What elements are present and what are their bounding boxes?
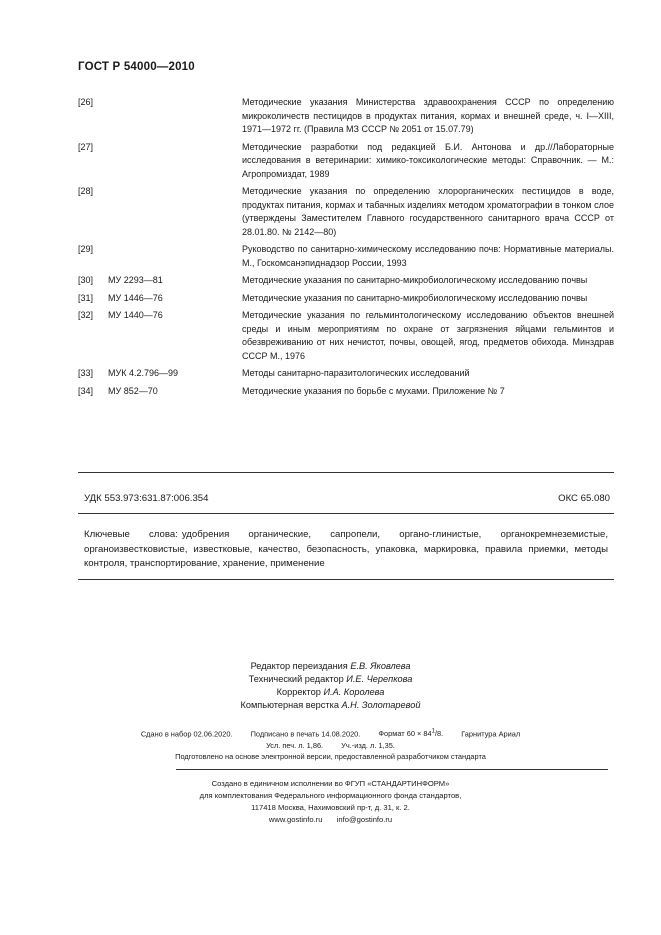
reference-code (108, 243, 242, 270)
reference-item (78, 185, 614, 239)
reference-item (78, 141, 614, 182)
oks-code: ОКС 65.080 (558, 493, 610, 504)
credit-line (0, 660, 661, 673)
reference-code: МУ 1446—76 (108, 292, 163, 303)
editorial-credits (0, 660, 661, 712)
reference-item (78, 309, 614, 363)
reference-item (78, 367, 614, 381)
udk-code: УДК 553.973:631.87:006.354 (84, 493, 209, 504)
print-info (0, 727, 661, 763)
print-sheets: Усл. печ. л. 1,86. (266, 740, 324, 750)
reference-code: МУ 852—70 (108, 385, 158, 396)
reference-list (78, 96, 614, 402)
reference-code (108, 185, 242, 239)
reference-code: МУ 1440—76 (108, 310, 163, 320)
reference-code (108, 141, 242, 182)
reference-text: Методы санитарно-паразитологических исследований (242, 368, 470, 378)
publisher-line-2: для комплектования Федерального информационного фонда стандартов, (199, 791, 462, 800)
reference-text: Методические указания по определению хлорорганических пестицидов в воде, продуктах питания, кормах и табачных изделиях методом хроматографии в тонком слое (утверждены Заместителем Главного государственного санитарного врача СССР от 28.01.80. № 2142—80) (242, 186, 614, 237)
print-signed: Подписано в печать 14.08.2020. (250, 729, 361, 739)
reference-number: [26] (78, 97, 94, 107)
divider-top (78, 472, 614, 473)
reference-code: МУК 4.2.796—99 (108, 368, 178, 378)
reference-text: Руководство по санитарно-химическому исследованию почв: Нормативные материалы. М., Госкомсанэпиднадзор России, 1993 (242, 244, 614, 268)
reference-item (78, 274, 614, 288)
document-header: ГОСТ Р 54000—2010 (78, 61, 195, 73)
reference-number: [29] (78, 244, 94, 254)
print-edsheets: Уч.-изд. л. 1,35. (341, 740, 395, 750)
reference-item (78, 243, 614, 270)
reference-number: [34] (78, 385, 94, 396)
credit-role: Технический редактор (248, 674, 344, 684)
reference-item (78, 385, 614, 399)
print-prepared: Подготовлено на основе электронной версии, предоставленной разработчиком стандарта (175, 752, 486, 762)
reference-item (78, 292, 614, 306)
reference-number: [31] (78, 292, 94, 303)
print-sent: Сдано в набор 02.06.2020. (140, 729, 233, 739)
reference-text: Методические указания по борьбе с мухами. Приложение № 7 (242, 385, 505, 396)
publisher-line-1: Создано в единичном исполнении во ФГУП «СТАНДАРТИНФОРМ» (211, 779, 450, 788)
reference-number: [28] (78, 186, 94, 196)
reference-item (78, 96, 614, 137)
publisher-site-link[interactable]: www.gostinfo.ru (268, 815, 323, 824)
reference-number: [33] (78, 368, 94, 378)
divider-publisher (176, 769, 608, 770)
publisher-address: 117418 Москва, Нахимовский пр-т, д. 31, к. 2. (251, 803, 410, 812)
print-line-2 (0, 740, 661, 752)
reference-code (108, 96, 242, 137)
publisher-info (0, 778, 661, 826)
credit-name: И.Е. Черепкова (346, 674, 413, 684)
credit-role: Корректор (276, 687, 321, 697)
publisher-email-link[interactable]: info@gostinfo.ru (336, 815, 393, 824)
divider-bottom (78, 579, 614, 580)
reference-number: [27] (78, 141, 94, 152)
keywords-block (84, 528, 608, 572)
publisher-contacts (0, 814, 661, 826)
divider-middle (78, 513, 614, 514)
credit-role: Редактор переиздания (250, 661, 348, 671)
credit-name: И.А. Королева (323, 687, 385, 697)
reference-text: Методические указания по санитарно-микробиологическому исследованию почвы (242, 292, 588, 303)
print-format: Формат $60 \times 84^1/8$. (378, 729, 444, 739)
credit-line (0, 686, 661, 699)
credit-role: Компьютерная верстка (240, 700, 339, 710)
credit-line (0, 699, 661, 712)
reference-text: Методические указания по гельминтологическому исследованию объектов внешней среды и иным мероприятиям по охране от загрязнения яйцами гельминтов и обезвреживанию от них нечистот, почвы, овощей, ягод, предметов обихода. Минздрав СССР М., 1976 (242, 310, 614, 361)
keywords-text: удобрения органические, сапропели, органо-глинистые, органокремнеземистые, органоизвестковистые, известковые, качество, безопасность, упаковка, маркировка, правила приемки, методы контроля, транспортирование, хранение, применение (84, 529, 608, 569)
credit-line (0, 673, 661, 686)
reference-code: МУ 2293—81 (108, 275, 163, 285)
credit-name: Е.В. Яковлева (350, 661, 411, 671)
credit-name: А.Н. Золотаревой (341, 700, 421, 710)
reference-number: [32] (78, 310, 94, 320)
print-font: Гарнитура Ариал (461, 729, 521, 739)
reference-text: Методические указания по санитарно-микробиологическому исследованию почвы (242, 275, 588, 285)
print-line-1 (0, 727, 661, 740)
reference-text: Методические указания Министерства здравоохранения СССР по определению микроколичеств пестицидов в продуктах питания, кормах и внешней среде, ч. I—XIII, 1971—1972 гг. (Правила МЗ СССР № 2051 от 15.07.79) (242, 97, 614, 134)
keywords-label: Ключевые слова: (84, 529, 178, 540)
reference-text: Методические разработки под редакцией Б.И. Антонова и др.//Лабораторные исследования в ветеринарии: химико-токсикологические методы: Справочник. — М.: Агропромиздат, 1989 (242, 141, 614, 179)
reference-number: [30] (78, 275, 94, 285)
